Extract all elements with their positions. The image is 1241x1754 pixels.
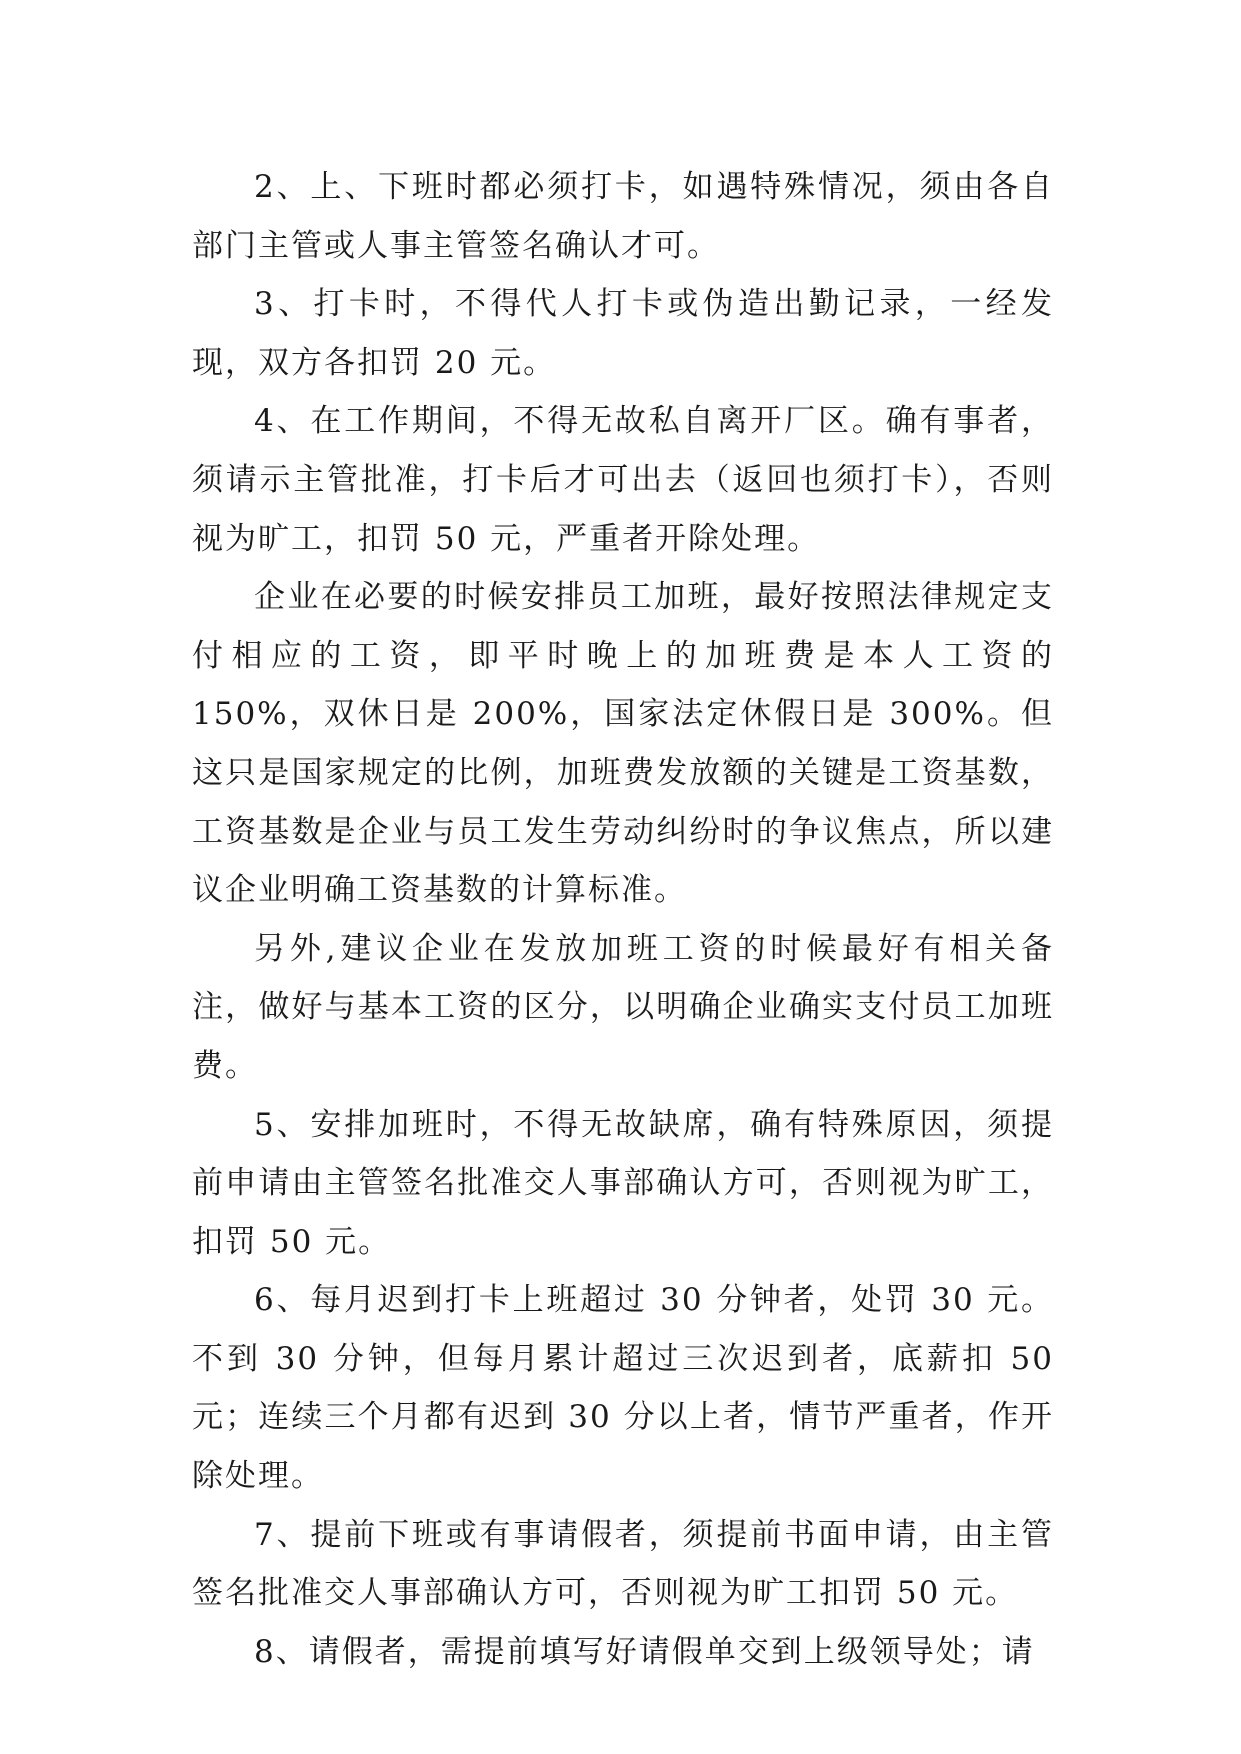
paragraph-rule-7: 7、提前下班或有事请假者，须提前书面申请，由主管签名批准交人事部确认方可，否则视为旷工扣罚 50 元。 — [192, 1516, 1054, 1612]
paragraph-rule-8: 8、请假者，需提前填写好请假单交到上级领导处；请 — [254, 1633, 1035, 1670]
paragraph-rule-5: 5、安排加班时，不得无故缺席，确有特殊原因，须提前申请由主管签名批准交人事部确认方可，否则视为旷工，扣罚 50 元。 — [192, 1106, 1054, 1260]
paragraph-overtime-note: 另外,建议企业在发放加班工资的时候最好有相关备注，做好与基本工资的区分，以明确企业确实支付员工加班费。 — [192, 930, 1054, 1084]
document-body — [192, 158, 1054, 1681]
paragraph-rule-3: 3、打卡时，不得代人打卡或伪造出勤记录，一经发现，双方各扣罚 20 元。 — [192, 286, 1054, 381]
paragraph-overtime-pay: 企业在必要的时候安排员工加班，最好按照法律规定支付相应的工资，即平时晚上的加班费是本人工资的 150%，双休日是 200%，国家法定休假日是 300%。但这只是国家规定的比例，加班费发放额的关键是工资基数，工资基数是企业与员工发生劳动纠纷时的争议焦点，所以建议企业明确工资基数的计算标准。 — [192, 579, 1054, 909]
paragraph-rule-2: 2、上、下班时都必须打卡，如遇特殊情况，须由各自部门主管或人事主管签名确认才可。 — [192, 169, 1054, 264]
paragraph-rule-6: 6、每月迟到打卡上班超过 30 分钟者，处罚 30 元。不到 30 分钟，但每月累计超过三次迟到者，底薪扣 50 元；连续三个月都有迟到 30 分以上者，情节严重者，作开除处理。 — [192, 1282, 1054, 1495]
paragraph-rule-4: 4、在工作期间，不得无故私自离开厂区。确有事者，须请示主管批准，打卡后才可出去（返回也须打卡），否则视为旷工，扣罚 50 元，严重者开除处理。 — [192, 403, 1054, 557]
